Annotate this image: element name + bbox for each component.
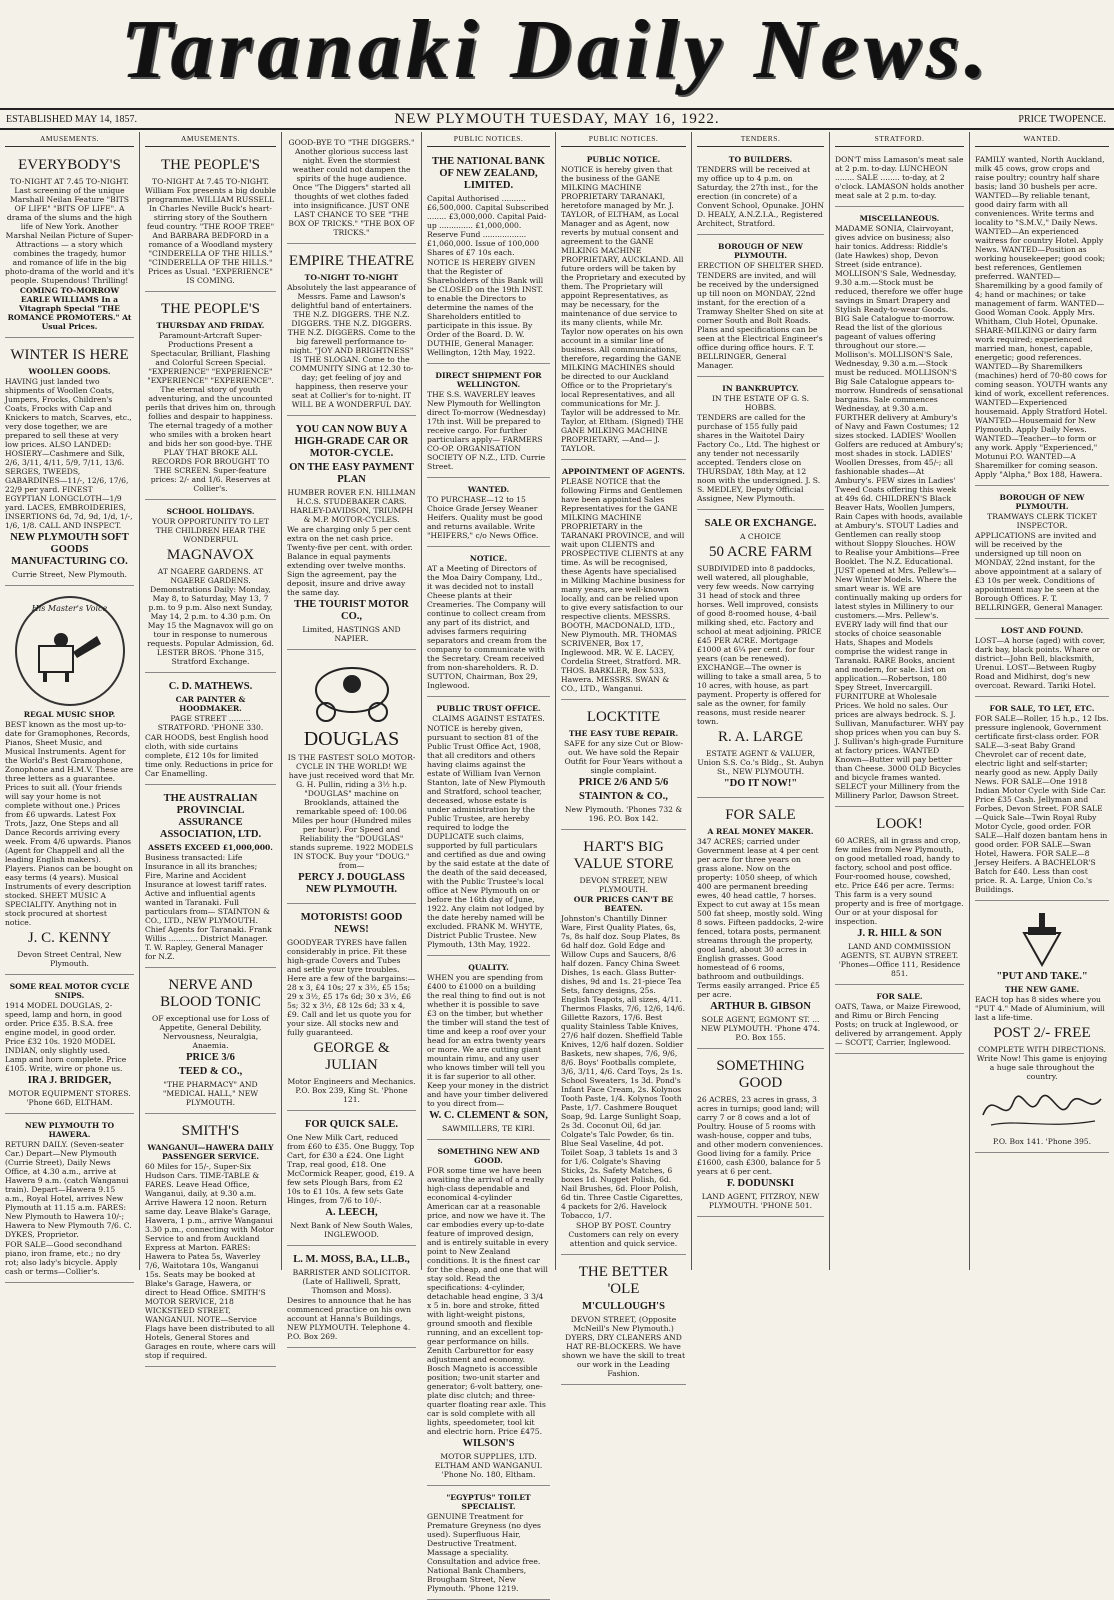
ad-subtitle: THE EASY TUBE REPAIR. [568, 729, 679, 738]
ad-text: Next Bank of New South Wales, INGLEWOOD. [290, 1221, 413, 1239]
ad-text: Motor Engineers and Mechanics. P.O. Box 239, King St. 'Phone 121. [287, 1077, 416, 1104]
ad-text: FOR SALE—Good secondhand piano, iron frame, etc.; no dry rot; also lady's bicycle. Apply cash or terms—Collier's. [5, 1240, 123, 1276]
ad-title: MAGNAVOX [166, 547, 255, 563]
ad-subtitle: WANGANUI—HAWERA DAILY PASSENGER SERVICE. [147, 1143, 274, 1161]
ad-fifty-acre-farm [697, 513, 824, 798]
ad-text: MOTOR EQUIPMENT STORES. 'Phone 66D, ELTHAM. [8, 1089, 131, 1107]
ad-subtitle: SCHOOL HOLIDAYS. [166, 507, 255, 516]
ad-text: 1914 MODEL DOUGLAS, 2-speed, lamp and horn, in good order. Price £35. B.S.A. free engine model, in good order. Price £32 10s. 1920 MODEL INDIAN, only slightly used. Lamp and horn complete. Price £105. Write, wire or phone us. [5, 1001, 127, 1073]
ad-title: EMPIRE THEATRE [288, 253, 415, 269]
ad-nerve-tonic [145, 971, 276, 1114]
ad-title: "PUT AND TAKE." [996, 971, 1088, 982]
ad-title: SOMETHING GOOD [716, 1058, 805, 1091]
ad-harts [561, 833, 686, 1255]
ad-text: IS THE FASTEST SOLO MOTOR-CYCLE IN THE WORLD! WE have just received word that Mr. G. H. Pullin, riding a 3½ h.p. "DOUGLAS" machine on Brooklands, attained the remarkable speed of: 100.06 Miles per hour (Hundred miles per hour). For Speed and Reliability the "DOUGLAS" stands supreme. 1922 MODELS IN STOCK. Buy your "DOUG." from— [287, 753, 416, 870]
column-wanted [970, 132, 1114, 1270]
ad-something-good [697, 1052, 824, 1217]
ad-gane-notice [561, 151, 686, 460]
ad-wanted-heifers [427, 481, 550, 547]
column-public-notices-2 [556, 132, 692, 1378]
ad-text: TENDERS will be received at my office up to 4 p.m. on Saturday, the 27th inst., for the erection (in concrete) of a Convent School, Opunake. JOHN D. HEALY, A.N.Z.I.A., Registered Architect, Stratford. [697, 165, 825, 228]
ad-text: SOLE AGENT, EGMONT ST. ... NEW PLYMOUTH. 'Phone 474. P.O. Box 155. [700, 1015, 821, 1042]
ad-mccullough [561, 1258, 686, 1385]
ad-title: THE PEOPLE'S [161, 301, 260, 317]
ad-title: C. D. MATHEWS. [168, 681, 253, 692]
ad-title: A. LEECH, [325, 1207, 378, 1218]
ad-subtitle: PUBLIC TRUST OFFICE. [436, 704, 541, 713]
ad-text: PAGE STREET ......... STRATFORD. 'PHONE 330. [157, 714, 264, 732]
ad-title: THE TOURIST MOTOR CO., [294, 599, 409, 622]
ad-title: STAINTON & CO., [579, 791, 668, 802]
ad-title: DOUGLAS [303, 728, 400, 750]
ad-title: PERCY J. DOUGLASS NEW PLYMOUTH. [298, 872, 405, 895]
ad-empire-theatre [287, 247, 416, 416]
price: PRICE TWOPENCE. [1018, 114, 1106, 125]
ad-the-peoples [145, 151, 276, 292]
ad-subtitle: DIRECT SHIPMENT FOR WELLINGTON. [435, 371, 542, 389]
ad-subtitle: PUBLIC NOTICE. [586, 155, 661, 164]
ad-money-maker [697, 801, 824, 1049]
ad-text: PLEASE NOTICE that the following Firms and Gentlemen have been appointed Sales Representatives for the GANE MILKING MACHINE PROPRIETARY in the TARANAKI PROVINCE, and will wait upon CLIENTS and PROSPECTIVE CLIENTS at any time. As will be recognised, these Agents have specialised in Milking Machine business for many years, are well-known locally, and can be relied upon to give every satisfaction to our respective clients. MESSRS. BOOTH, MACDONALD, LTD., New Plymouth. MR. THOMAS SCRIVENER, Box 17, Inglewood. MR. W. E. LACEY, Cordelia Street, Stratford. MR. THOS. BARKLER, Box 533, Hawera. MESSRS. SWAN & CO., LTD., Wanganui. [561, 477, 685, 693]
ad-text: TENDERS are called for the purchase of 155 fully paid shares in the Waitotel Dairy Factory Co., Ltd. The highest or any tender not necessarily accepted. Tenders close on THURSDAY, 18th May, at 12 noon with the undersigned. J. S. S. MEDLEY, Deputy Official Assignee, New Plymouth. [697, 413, 821, 503]
ad-text: Johnston's Chantilly Dinner Ware, First Quality Plates, 6s, 7s, 8s half doz. Soup Plates, 8s 6d half doz. Gold Edge and Willow Cups and Saucers, 8/6 half dozen. Fancy China Sweet Dishes, 1s each. Glass Butter-dishes, 9d and 1s. 21-piece Tea Sets, fancy designs, 25s. English Teapots, all sizes, 4/11. Thermos Flasks, 7/6, 12/6, 14/6. Gillette Razors, 17/6. Best quality Stainless Table Knives, 27/6 half dozen. Sheffield Table Knives, 12/6 half dozen. Soldier Baskets, new shapes, 7/6, 9/6, 8/6. Boys' Footballs complete, 3/6, 3/11, 4/6. Card Toys, 2s 1s. School Sweaters, 1s 3d. Pond's Infant Face Cream, 2s. Kolynos Tooth Paste, 1/4. Kolynos Tooth Paste, 1/7. Cashmere Bouquet Soap, 9d. Large Sunlight Soap, 2s 3d. Coconut Oil, 6d jar. Colgate's Talc Powder, 6s tin. Blue Seal Vaseline, 4d pot. Toilet Soap, 3 tablets 1s and 3 for 1/6. Colgate's Shaving Sticks, 2s. Safety Matches, 6 boxes 1d. Nugget Polish, 6d. Nail Brushes, 6d. Floor Polish, 6d tin. Three Castle Cigarettes, 4 packets for 2/6. Havelock Tobacco, 1/7. [561, 914, 686, 1220]
ad-title: R. A. LARGE [717, 729, 803, 745]
ad-text: DEVON STREET, (Opposite McNeill's New Plymouth.) DYERS, DRY CLEANERS AND HAT RE-BLOCKERS. We have shown we have the skill to treat our work in the Leading Fashion. [561, 1315, 686, 1378]
ad-title: M'CULLOUGH'S [582, 1301, 665, 1312]
ad-text: YOUR OPPORTUNITY TO LET THE CHILDREN HEAR THE WONDERFUL [152, 517, 269, 544]
spinning-top-icon [1020, 911, 1064, 967]
ad-subtitle: APPOINTMENT OF AGENTS. [562, 467, 685, 476]
ad-text: AT a Meeting of Directors of the Moa Dairy Company, Ltd., it was decided not to install Cheese plants at their Creameries. The Company will continue to collect cream from any part of its district, and advises farmers requiring separators and cream from the company to communicate with the Secretary. Cream received from non-shareholders. R. D. SUTTON, Chairman, Box 29, Inglewood. [427, 564, 547, 690]
ad-text: LOST—A horse (aged) with cover, dark bay, black points. Whare or district—John Bell, blacksmith, Urenui. LOST—Between Rugby Road and Midhirst, dog's new overcoat. Reward. Tariki Hotel. [975, 636, 1106, 690]
ad-text: GENUINE Treatment for Premature Greyness (no dyes used). Superfluous Hair, Destructive Treatment. Massage a speciality. Consultation and advice free. National Bank Chambers, Brougham Street, New Plymouth. 'Phone 1219. [427, 1512, 541, 1593]
ad-provincial-assurance [145, 788, 276, 968]
ad-text: APPLICATIONS are invited and will be received by the undersigned up till noon on MONDAY, 22nd instant, for the above appointment at a salary of £3 10s per week. Conditions of appointment may be seen at the Borough Offices. F. T. BELLRINGER, General Manager. [975, 531, 1103, 612]
ad-text: Capital Authorised .......... £6,500,000. Capital Subscribed ........ £3,000,000. Capital Paid-up .............. £1,000,000. Reserve Fund .................. £1,060,000. Issue of 100,000 Shares of £7 10s each. [427, 194, 549, 257]
ad-text: We are charging only 5 per cent extra on the net cash price. Twenty-five per cent. with order. Balance in equal payments extending over twelve months. Sign the agreement, pay the deposit, insure and drive away the same day. [287, 525, 413, 597]
ad-text: MOTOR SUPPLIES, LTD. ELTHAM AND WANGANUI. 'Phone No. 180, Eltham. [434, 1452, 543, 1479]
ad-text: Desires to announce that he has commenced practice on his own account at Hanna's Buildings, NEW PLYMOUTH. Telephone 4. P.O. Box 269. [287, 1296, 412, 1341]
ad-text: THE S.S. WAVERLEY leaves New Plymouth for Wellington direct To-morrow (Wednesday) 17th inst. Will be prepared to receive cargo. For further particulars apply— FARMERS CO-OP. ORGANISATION SOCIETY OF N.Z., LTD. Currie Street. [427, 390, 546, 471]
column-heading: AMUSEMENTS. [145, 134, 276, 147]
ad-slogan: "DO IT NOW!" [723, 778, 798, 789]
ad-title: THE AUSTRALIAN PROVINCIAL ASSURANCE ASSOCIATION, LTD. [159, 793, 262, 840]
ad-quick-sale [287, 1114, 416, 1246]
ad-everybodys [5, 151, 134, 338]
ad-winter [5, 341, 134, 586]
ad-diggers [287, 134, 416, 244]
ad-text: TENDERS are invited, and will be received by the undersigned up till noon on MONDAY, 22nd instant, for the erection of a Tramway Shelter Shed on site at corner South and Bolt Roads. Plans and specifications can be seen at the Electrical Engineer's office during office hours. F. T. BELLRINGER, General Manager. [697, 271, 824, 370]
ad-magnavox [145, 503, 276, 673]
motorcyclist-illustration-icon [304, 660, 400, 724]
ad-title: W. C. CLEMENT & SON, [429, 1110, 548, 1121]
ad-builders [697, 151, 824, 235]
ad-regal [5, 589, 134, 975]
ad-moa-dairy [427, 550, 550, 697]
ad-wanted-list [975, 151, 1109, 486]
ad-public-trust [427, 700, 550, 956]
ad-title: L. M. MOSS, B.A., LL.B., [293, 1254, 410, 1265]
ad-subtitle: ERECTION OF SHELTER SHED. [697, 261, 824, 270]
ad-price: PRICE 2/6 AND 5/6 [578, 777, 669, 788]
ad-title: TEED & CO., [178, 1066, 243, 1077]
ad-title: SALE OR EXCHANGE. [704, 518, 817, 529]
ad-subtitle: BOROUGH OF NEW PLYMOUTH. [718, 242, 803, 260]
ad-the-peoples-experience [145, 295, 276, 500]
ad-text: New Plymouth. 'Phones 732 & 196. P.O. Box 142. [564, 805, 683, 823]
ad-text: Limited, HASTINGS AND NAPIER. [302, 625, 401, 643]
column-motoring [282, 132, 422, 1341]
ad-subtitle: "EGYPTUS" TOILET SPECIALIST. [446, 1493, 531, 1511]
ad-lost-found [975, 622, 1109, 697]
ad-text: WHEN you are spending from £400 to £1000 on a building the real thing to find out is not whether it is possible to save £3 on the timber, but whether the timber will stand the test of time and keep a roof over your head for an extra twenty years or more. We are cutting giant mountain rimu, and any user who knows timber will tell you it is far superior to all other. Keep your money in the district and have your timber delivered to you direct from— [427, 973, 549, 1108]
ad-subtitle: OUR PRICES CAN'T BE BEATEN. [573, 895, 674, 913]
ad-text: TO-NIGHT AT 7.45 TO-NIGHT. Last screening of the unique Marshall Neilan Feature "BITS OF LIFE" "BITS OF LIFE". A drama of the slums and the high life of New York. Another Marshal Neilan Picture of Super-Attractions — a story which combines the tragedy, humor and romance of life in the big photo-drama of the world and it's people. Stupendous! Thrilling! [5, 177, 134, 285]
ad-title: WINTER IS HERE [10, 347, 129, 363]
ad-subtitle: TO-NIGHT TO-NIGHT [304, 273, 399, 282]
column-amusements-1 [0, 132, 140, 1276]
ad-text: TO-NIGHT At 7.45 TO-NIGHT. William Fox presents a big double programme. WILLIAM RUSSELL In Charles Neville Buck's heart-stirring story of the Southern feud country. "THE ROOF TREE" And BARBARA BEDFORD in a romance of a Woodland mystery "CINDERELLA OF THE HILLS." "CINDERELLA OF THE HILLS." Prices as Usual. "EXPERIENCE" IS COMING. [145, 177, 276, 285]
column-heading: AMUSEMENTS. [5, 134, 134, 147]
ad-subtitle: NOTICE. [469, 554, 508, 563]
ad-title: POST 2/- FREE [993, 1025, 1091, 1041]
ad-title: SMITH'S [181, 1123, 240, 1139]
ad-subtitle: LOST AND FOUND. [1000, 626, 1084, 635]
ad-text: P.O. Box 141. 'Phone 395. [992, 1137, 1092, 1146]
ad-subtitle: THE NEW GAME. [1004, 985, 1080, 994]
ad-text: DON'T miss Lamason's meat sale at 2 p.m. to-day. LUNCHEON ........ SALE ........ to-day, at 2 o'clock. LAMASON holds another meat sale at 2 p.m. to-day. [835, 155, 964, 200]
ad-firewood [835, 988, 964, 1054]
ad-text: DEVON STREET, NEW PLYMOUTH. [579, 876, 668, 894]
ad-text: HUMBER ROVER F.N. HILLMAN H.C.S. STUDEBAKER CARS. HARLEY-DAVIDSON, TRIUMPH & M.P. MOTOR-CYCLES. [287, 488, 416, 524]
ad-text: RETURN DAILY. (Seven-seater Car.) Depart—New Plymouth (Currie Street), Daily News Office, at 4.30 a.m., arrive at Hawera 9 a.m. (catch Wanganui train). Depart—Hawera 9.15 a.m., Royal Hotel, arrives New Plymouth at 11.15 a.m. FARES: New Plymouth to Hawera 10/-; Hawera to New Plymouth 7/6. C. DYKES, Proprietor. [5, 1140, 132, 1239]
ad-title: WILSON'S [462, 1438, 515, 1449]
ad-text: MADAME SONIA, Clairvoyant, gives advice on business; also hair tonics. Address: Riddle's (late Hawkes) shop, Devon Street (side entrance). MOLLISON'S Sale, Wednesday, 9.30 a.m.—Stock must be reduced, therefore we offer huge savings in Smart Drapery and Stylish Ready-to-wear Goods. BIG Sale Catalogue to-morrow. Read the list of the glorious pageant of values offering throughout our store.—Mollison's. MOLLISON'S Sale, Wednesday, 9.30 a.m.—Stock must be reduced. MOLLISON'S Big Sale Catalogue appears to-morrow. Hundreds of sensational bargains. Sale commences Wednesday, at 9.30 a.m. FURTHER delivery at Ambury's of Navy and Fawn Costumes; 12 sizes stocked. LADIES' Woollen Golfers are reduced at Ambury's; most shades in stock. LADIES' Woollen Dresses, from 45/-; all fashionable shades—At Ambury's. FEW sizes in Ladies' Tweed Coats offering this week at 49s 6d. CHILDREN'S Black Beaver Hats, Woollen Jumpers, Rain Capes with hoods, available at Ambury's. STOUT Ladies and Gentlemen can really stoop without Sloppy Slouches. HOW to Realise your Ambitions—Free Booklet. The N.Z. Educational. JUST opened at Mrs. Pellew's—New Winter Models. Where the smart wear is. WE are continually making up orders for latest styles in Millinery to our customers.—Mrs. Pellew's. EVERY lady will find that our stocks of choice seasonable Hats, Shapes and Models comprise the widest range in Taranaki. RARE Books, ancient and modern, for sale. List on application.—Robertson, 180 Spey Street, Invercargill. FURNITURE at Wholesale Prices. We hold no sales. Our prices are always bedrock. S. J. Sullivan, Manufacturer. WHY pay shop prices when you can buy S. J. Sullivan's high-grade Furniture at factory prices. WANTED Known—Butter will pay better than Cheese. 3000 OLD Bicycles and bicycle frames wanted. SELECT your Millinery from the Millinery Parlor, Dawson Street. [835, 224, 964, 800]
ad-subtitle: FOR SALE. [876, 992, 923, 1001]
ad-egyptus [427, 1489, 550, 1600]
masthead [0, 0, 1114, 108]
ad-text: 26 ACRES, 23 acres in grass, 3 acres in turnips; good land; will carry 7 or 8 cows and a lot of Poultry. House of 5 rooms with wash-house, copper and tubs, and other modern conveniences. Good living for a family. Price £1600, cash £300, balance for 5 years at 6 per cent. [697, 1095, 824, 1176]
ad-subtitle: TRAMWAYS CLERK TICKET INSPECTOR. [987, 512, 1097, 530]
ad-subtitle: CAR PAINTER & HOODMAKER. [175, 695, 246, 713]
ad-douglas [287, 653, 416, 904]
ad-text: One New Milk Cart, reduced from £60 to £35. One Buggy, Top Cart, for £30 a £24. One Light Trap, real good, £18. One McCormick Reaper, good, £19. A few sets Plough Bars, from £2 10s to £1 10s. A few sets Gate Hinges, from 7/6 to 10/-. [287, 1133, 415, 1205]
place-and-date: NEW PLYMOUTH TUESDAY, MAY 16, 1922. [394, 111, 720, 127]
ad-title: NERVE AND BLOOD TONIC [160, 977, 261, 1010]
ad-lamason [835, 151, 964, 207]
established-date: ESTABLISHED MAY 14, 1857. [6, 114, 137, 125]
ad-text: Currie Street, New Plymouth. [12, 570, 127, 579]
logo-text: His Master's Voice [31, 604, 108, 613]
ad-subtitle: NEW PLYMOUTH TO HAWERA. [24, 1121, 115, 1139]
ad-text: Devon Street Central, New Plymouth. [17, 950, 122, 968]
ad-text: Paramount-Artcraft Super-Productions Present a Spectacular, Brilliant, Flashing and Colorful Screen Special. "EXPERIENCE" "EXPERIENCE" "EXPERIENCE" "EXPERIENCE". The eternal story of youth adventuring, and the uncounted perils that drives him on, through follies and despair to happiness. The eternal tragedy of a mother who smiles with a broken heart and bids her son good-bye. THE PLAY THAT BROKE ALL RECORDS FOR BROUGHT TO THE SCREEN. Super-feature prices: 2/- and 1/6. Reserves at Collier's. [145, 331, 276, 493]
ad-subtitle: BOROUGH OF NEW PLYMOUTH. [999, 493, 1085, 511]
ad-quality-timber [427, 959, 550, 1140]
ad-text: OF exceptional use for Loss of Appetite, General Debility, Nervousness, Neuralgia, Anaemia. [152, 1014, 269, 1050]
ad-title: ARTHUR B. GIBSON [710, 1001, 811, 1012]
ad-title: THE NATIONAL BANK OF NEW ZEALAND, LIMITED. [432, 156, 545, 191]
ad-text: GOOD-BYE TO "THE DIGGERS." Another glorious success last night. Even the stormiest weather could not dampen the spirits of the huge audience. Once "The Diggers" started all thoughts of wet clothes faded into insignificance. JUST ONE LAST CHANCE TO SEE "THE BOX OF TRICKS." "THE BOX OF TRICKS." [288, 138, 415, 237]
ad-subtitle: FOR SALE, TO LET, ETC. [989, 704, 1095, 713]
ad-text: SHOP BY POST. Country Customers can rely on every attention and quick service. [568, 1221, 679, 1248]
ad-subtitle: WOOLLEN GOODS. [28, 367, 111, 376]
ad-text: 347 ACRES; carried under Government lease at 4 per cent per acre for three years on grass alone. Now on the property: 1050 sheep, of which 400 are permanent breeding ewes, 40 head cattle, 7 horses. Expect to cut away at 15s mean 500 fat sheep, mostly sold. Wing 8 sows. Fifteen paddocks, 2-wire fenced, totara posts, permanent streams through the property, good land, about 30 acres in English grasses. Good homestead of 6 rooms, bathroom and outbuildings. Terms easily arranged. Price £5 per acre. [697, 837, 824, 999]
ad-text: LAND AND COMMISSION AGENTS, ST. AUBYN STREET. 'Phones—Office 111, Residence 851. [838, 942, 961, 978]
ad-goodyear [287, 907, 416, 1111]
ad-subtitle: CLAIMS AGAINST ESTATES. [432, 714, 545, 723]
ad-text: SAFE for any size Cut or Blow-out. We have sold the Repair Outfit for Four Years without a single complaint. [563, 739, 684, 775]
ad-subtitle: MISCELLANEOUS. [859, 214, 940, 223]
ad-title: LOOK! [876, 816, 923, 832]
column-heading: PUBLIC NOTICES. [561, 134, 686, 147]
ad-text: SUBDIVIDED into 8 paddocks, well watered, all ploughable, very few weeds. Now carrying 31 head of stock and three horses. Well improved, consists of good 8-roomed house, 4-bail milking shed, etc. Factory and school at meat adjoining. PRICE £45 PER ACRE. Mortgage £1000 at 6¼ per cent. for four years (can be renewed). EXCHANGE—The owner is willing to take a small area, 5 to 10 acres, with house, as part payment. Property is offered for sale as the owner, for family reasons, must reside nearer town. [697, 564, 822, 726]
ad-text: Absolutely the last appearance of Messrs. Fame and Lawson's delightful band of entertainers. THE N.Z. DIGGERS. THE N.Z. DIGGERS. THE N.Z. DIGGERS. THE N.Z. DIGGERS. Come to the big farewell performance to-night. "JOY AND BRIGHTNESS" IS THE SLOGAN. Come to the COMMUNITY SING at 12.30 to-day; get feeling of joy and happiness, then reserve your seat at Collier's for to-night. IT WILL BE A WONDERFUL DAY. [287, 283, 416, 409]
ad-title: 50 ACRE FARM [708, 544, 813, 560]
handwritten-signature [977, 1085, 1107, 1133]
column-stratford [830, 132, 970, 1270]
ad-subtitle: REGAL MUSIC SHOP. [23, 710, 116, 719]
ad-text: COMPLETE WITH DIRECTIONS. Write Now! This game is enjoying a huge sale throughout the country. [976, 1045, 1108, 1081]
ad-subtitle: ASSETS EXCEED £1,000,000. [148, 843, 273, 852]
ad-title: J. C. KENNY [27, 930, 112, 946]
ad-text: NOTICE IS HEREBY GIVEN that the Register of Shareholders of this Bank will be CLOSED on the 19th INST. to enable the Directors to determine the names of the Shareholders entitled to participate in this issue. By Order of the Board. D. W. DUTHIE, General Manager. Wellington, 12th May, 1922. [427, 258, 544, 357]
ad-subtitle: BARRISTER AND SOLICITOR. (Late of Halliwell, Spratt, Thomson and Moss). [292, 1268, 411, 1295]
ad-subtitle: THURSDAY AND FRIDAY. [156, 321, 265, 330]
ad-locktite [561, 703, 686, 830]
ad-subtitle: IN THE ESTATE OF G. S. HOBBS. [711, 394, 810, 412]
ad-text: NOTICE is hereby given, pursuant to section 81 of the Public Trust Office Act, 1908, that all creditors and others having claims against the estate of William Ivan Vernon Stanton, late of New Plymouth and Stratford, school teacher, deceased, whose estate is under administration by the Public Trustee, are hereby required to lodge the DUPLICATE such claims, supported by full particulars and certified as due and owing by the said estate at the date of the death of the said deceased, with the Public Trustee's local office at New Plymouth on or before the 16th day of June, 1922. Any claim not lodged by the date hereby named will be excluded. FRANK M. WHYTE, District Public Trustee. New Plymouth, 13th May, 1922. [427, 724, 550, 949]
ad-shelter-shed [697, 238, 824, 377]
ad-title: HART'S BIG VALUE STORE [573, 839, 674, 872]
ad-text: GOODYEAR TYRES have fallen considerably in price. Fit these high-grade Covers and Tubes and settle your tyre troubles. Here are a few of the bargains:— 28 x 3, £4 10s; 27 x 3½, £5 15s; 29 x 3½, £5 17s 6d; 30 x 3½, £6 5s; 32 x 3½, £8 12s 6d; 33 x 4, £9. Call and let us quote you for your size. All stocks new and fully guaranteed. [287, 938, 416, 1037]
ad-hawera-service [5, 1117, 134, 1283]
column-heading: TENDERS. [697, 134, 824, 147]
ad-bankruptcy [697, 380, 824, 510]
ad-subtitle: ON THE EASY PAYMENT PLAN [289, 462, 414, 485]
ad-subtitle: A REAL MONEY MAKER. [707, 827, 814, 836]
ad-text: LAND AGENT, FITZROY, NEW PLYMOUTH. 'PHONE 501. [701, 1192, 820, 1210]
ad-text: COMING TO-MORROW EARLE WILLIAMS In a Vitagraph Special "THE ROMANCE PROMOTERS." At Usual Prices. [7, 286, 132, 331]
ad-shipment [427, 367, 550, 478]
ad-text: HAVING just landed two shipments of Woollen Coats, Jumpers, Frocks, Children's Coats, Frocks with Cap and Knickers to match, Scarves, etc., very dose together, we are prepared to sell these at very low prices. ALSO LANDED: HOSIERY—Cashmere and Silk, 2/6, 3/11, 4/11, 5/9, 7/11, 13/6. SERGES, TWEEDS, GABARDINES—11/-, 12/6, 17/6, 22/9 per yard. FINEST EGYPTIAN LONGCLOTH—1/9 yard. LACES, EMBROIDERIES, INSERTIONS 6d, 7d, 9d, 1/d, 1/-, 1/6, 1/8. CALL AND INSPECT. [5, 377, 133, 530]
ad-subtitle: QUALITY. [468, 963, 509, 972]
ad-text: FOR SALE—Roller, 15 h.p., 12 Ibs. pressure inglenook, Government certificate first-class order. FOR SALE—3-seat Baby Grand Chevrolet car of recent date, electric light and self-starter; nearly good as new. Apply Daily News. FOR SALE—One 1918 Indian Motor Cycle with Side Car. Price £35 Cash. Jellyman and Forbes, Devon Street. FOR SALE—Quick Sale—Twin Royal Ruby Motor Cycle, good order. FOR SALE—Half dozen bantam hens in good order. FOR SALE—Swan Hotel, Hawera. FOR SALE—8 Jersey Heifers. A BACHELOR'S Batch for £40. Less than cost price. R. A. Large, Union Co.'s Buildings. [975, 714, 1109, 894]
ad-text: OATS, Tawa, or Maize Firewood, and Rimu or Birch Fencing Posts; on truck at Inglewood, or delivered by arrangement. Apply— SCOTT, Carrier, Inglewood. [835, 1002, 962, 1047]
ad-text: FOR some time we have been awaiting the arrival of a really high-class dependable and economical 4-cylinder American car at a reasonable price, and now we have it. The car embodies every up-to-date feature of improved design, and is entirely suitable in every point to New Zealand conditions. It is the finest car for the cheap, and one that will stay sold. Read the specifications: 4-cylinder, detachable head engine, 3 3/4 x 5 in. bore and stroke, fitted with light-weight pistons, ground smooth and flexible running, and an excellent top-gear performance on hills. Zenith Carburettor for easy adjustment and economy. Bosch Magneto is accessible position; two-unit starter and generator; 6-volt battery, one-plate disc clutch; and three-quarter floating rear axle. This car is sold complete with all lights, speedometer, tool kit and electric horn. Price £475. [427, 1166, 549, 1436]
ad-appointment-agents [561, 463, 686, 700]
ad-title: GEORGE & JULIAN [313, 1040, 390, 1073]
ad-subtitle: A CHOICE [740, 532, 781, 541]
ad-title: F. DODUNSKI [726, 1178, 795, 1189]
ad-motor-cycle-snips [5, 978, 134, 1114]
ad-text: 60 Miles for 15/-, Super-Six Hudson Cars. TIME-TABLE & FARES. Leave Head Office, Wanganui, daily, at 9.30 a.m. Arrive Hawera 12 noon. Return same day. Leave Blake's Garage, Hawera, 1 p.m., arrive Wanganui 3.30 p.m., connecting with Motor Service to and from Auckland Express at Marton. FARES: Hawera to Patea 5s, Waverley 7/6, Waitotara 10s, Wanganui 15s. Seats may be booked at Blake's Garage, Hawera, or direct to Head Office. SMITH'S MOTOR SERVICE, 218 WICKSTEED STREET, WANGANUI. NOTE—Service Flags have been distributed to all Hotels, General Stores and Garages en route, where cars will stop if required. [145, 1162, 276, 1360]
ad-title: J. R. HILL & SON [857, 928, 942, 939]
column-heading: PUBLIC NOTICES. [427, 134, 550, 147]
ad-put-and-take [975, 904, 1109, 1153]
ad-text: SAWMILLERS, TE KIRI. [442, 1124, 535, 1133]
ad-text: "THE PHARMACY" AND "MEDICAL HALL," NEW PLYMOUTH. [162, 1080, 259, 1107]
ad-price: PRICE 3/6 [186, 1052, 235, 1063]
ad-title: LOCKTITE [586, 709, 661, 725]
ad-subtitle: SOMETHING NEW AND GOOD. [437, 1147, 540, 1165]
ad-moss [287, 1249, 416, 1348]
ad-title: IRA J. BRIDGER, [27, 1075, 112, 1086]
ad-tramways-clerk [975, 489, 1109, 619]
column-heading: WANTED. [975, 134, 1109, 147]
his-masters-voice-logo-icon [15, 596, 125, 706]
ad-title: MOTORISTS! GOOD NEWS! [300, 912, 403, 935]
ad-subtitle: TO BUILDERS. [728, 155, 793, 164]
ad-text: BEST known as the most up-to-date for Gramophones, Records, Pianos, Sheet Music, and Musical Instruments. Agent for the World's Best Gramophone, Zonophone and H.M.V. These are three letters as a guarantee. Prices to suit all. (Your friends will say your home is not complete without one.) Prices from £6 upwards. Latest Fox Trots, Jazz, One Steps and all Dance Records arriving every week. From 4/6 upwards. Pianos (Agent for Chappell and all the leading English makers). Players. Pianos can be bought on easy terms (4 years). Musical Instruments of every description stocked. SHEET MUSIC A SPECIALITY. Anything not in stock procured at shortest notice. [5, 720, 134, 927]
ad-mathews [145, 676, 276, 785]
ad-wilsons [427, 1143, 550, 1486]
ad-title: THE PEOPLE'S [161, 157, 260, 173]
column-public-notices-1 [422, 132, 556, 1593]
ad-text: TO PURCHASE—12 to 15 Choice Grade Jersey Weaner Heifers. Quality must be good and returns available. Write "HEIFERS," c/o News Office. [427, 495, 543, 540]
newspaper-title: Taranaki Daily News. [121, 3, 993, 96]
ad-title: FOR SALE [725, 807, 796, 823]
dateline [0, 108, 1114, 130]
ad-title: YOU CAN NOW BUY A HIGH-GRADE CAR OR MOTOR-CYCLE. [294, 424, 409, 459]
ad-subtitle: SOME REAL MOTOR CYCLE SNIPS. [9, 982, 130, 1000]
ad-smiths [145, 1117, 276, 1367]
column-heading: STRATFORD. [835, 134, 964, 147]
ad-text: CAR HOODS, best English hood cloth, with side curtains complete, £12 10s for limited time only. Reductions in price for Car Enamelling. [145, 733, 273, 778]
ad-text: AT NGAERE GARDENS. AT NGAERE GARDENS. Demonstrations Daily: Monday, May 8, to Saturday, May 13, 7 p.m. to 9 p.m. Also next Sunday, May 14, 2 p.m. to 4.30 p.m. On May 15 the Magnavox will go on tour in response to numerous requests. Popular Admission, 6d. LESTER BROS. 'Phone 315, Stratford Exchange. [147, 567, 274, 666]
ad-text: NOTICE is hereby given that the business of the GANE MILKING MACHINE PROPRIETARY TARANAKI, heretofore managed by Mr. J. TAYLOR, of ELTHAM, as Local Manager and as Agent, now reverts by mutual consent and agreement to the GANE MILKING MACHINE PROPRIETARY, AUCKLAND. All future orders will be taken by the Proprietary and executed by them. The Proprietary will appoint Representatives, as may be necessary, for the maintenance of due service to its many clients, while Mr. Taylor now operates on his own account in a similar line of business. All communications, therefore, regarding the GANE MILKING MACHINES should be directed to our Auckland Office or to the Proprietary's local Representatives, and all communications for Mr. J. Taylor will be addressed to Mr. Taylor, at Eltham. (Signed) THE GANE MILKING MACHINE PROPRIETARY, —And— J. TAYLOR. [561, 165, 686, 453]
column-amusements-2 [140, 132, 282, 1360]
ad-national-bank [427, 151, 550, 364]
ad-title: EVERYBODY'S [18, 157, 121, 173]
ad-subtitle: WANTED. [467, 485, 510, 494]
columns [0, 132, 1114, 1593]
ad-for-sale-to-let [975, 700, 1109, 901]
ad-miscellaneous [835, 210, 964, 807]
ad-text: Business transacted: Life Insurance in all its branches; Fire, Marine and Accident Insurance at lowest tariff rates. Active and influential agents wanted in Taranaki. Full particulars from— STAINTON & CO., LTD., NEW PLYMOUTH. Chief Agents for Taranaki. Frank Willis ............ District Manager. T. W. Rapley, General Manager for N.Z. [145, 853, 272, 961]
ad-text: 60 ACRES, all in grass and crop, few miles from New Plymouth, on good metalled road, handy to factory, school and post office. Four-roomed house, cowshed, etc. Price £46 per acre. Terms: This farm is a very sound property and is free of mortgage. Our or at your disposal for inspection. [835, 836, 964, 926]
ad-title: FOR QUICK SALE. [304, 1119, 399, 1130]
ad-text: FAMILY wanted, North Auckland, milk 45 cows, grow crops and raise poultry; country half share basis; land 30 bushels per acre. WANTED—By reliable tenant, good dairy farm with all conveniences. Write terms and locality to "S.M.V.," Daily News. WANTED—An experienced waitress for country Hotel. Apply News. WANTED—Position as working housekeeper; good cook; best references, Gentlemen preferred. WANTED—Sharemilking by a good family of 4; hand or machines; or take management of farm. WANTED—Good Woman Cook. Apply Mrs. Whitham, Club Hotel, Opunake. SHARE-MILKING or dairy farm work required; experienced married man, honest, capable, energetic; good references. WANTED—By Sharemilkers (machines) herd of 70-80 cows for coming season. YOUTH wants any kind of work, excellent references. WANTED—Experienced housemaid. Apply Stratford Hotel. WANTED—Housemaid for New Plymouth. Apply Daily News. WANTED—Teacher—to form or any work. Apply "Experienced," Motunui P.O. WANTED—A Sharemilker for coming season. Apply "Alpha," Box 188, Hawera. [975, 155, 1109, 479]
ad-title: NEW PLYMOUTH SOFT GOODS MANUFACTURING CO. [10, 532, 129, 567]
ad-text: EACH top has 8 sides where you "PUT 4." Made of Aluminium, will last a life-time. [975, 995, 1105, 1022]
ad-title: THE BETTER 'OLE [578, 1264, 669, 1297]
ad-hill-and-son [835, 810, 964, 985]
column-tenders [692, 132, 830, 1270]
ad-subtitle: IN BANKRUPTCY. [722, 384, 799, 393]
ad-tourist-motor [287, 419, 416, 650]
ad-text: ESTATE AGENT & VALUER, Union S.S. Co.'s Bldg., St. Aubyn St., NEW PLYMOUTH. [697, 749, 824, 776]
